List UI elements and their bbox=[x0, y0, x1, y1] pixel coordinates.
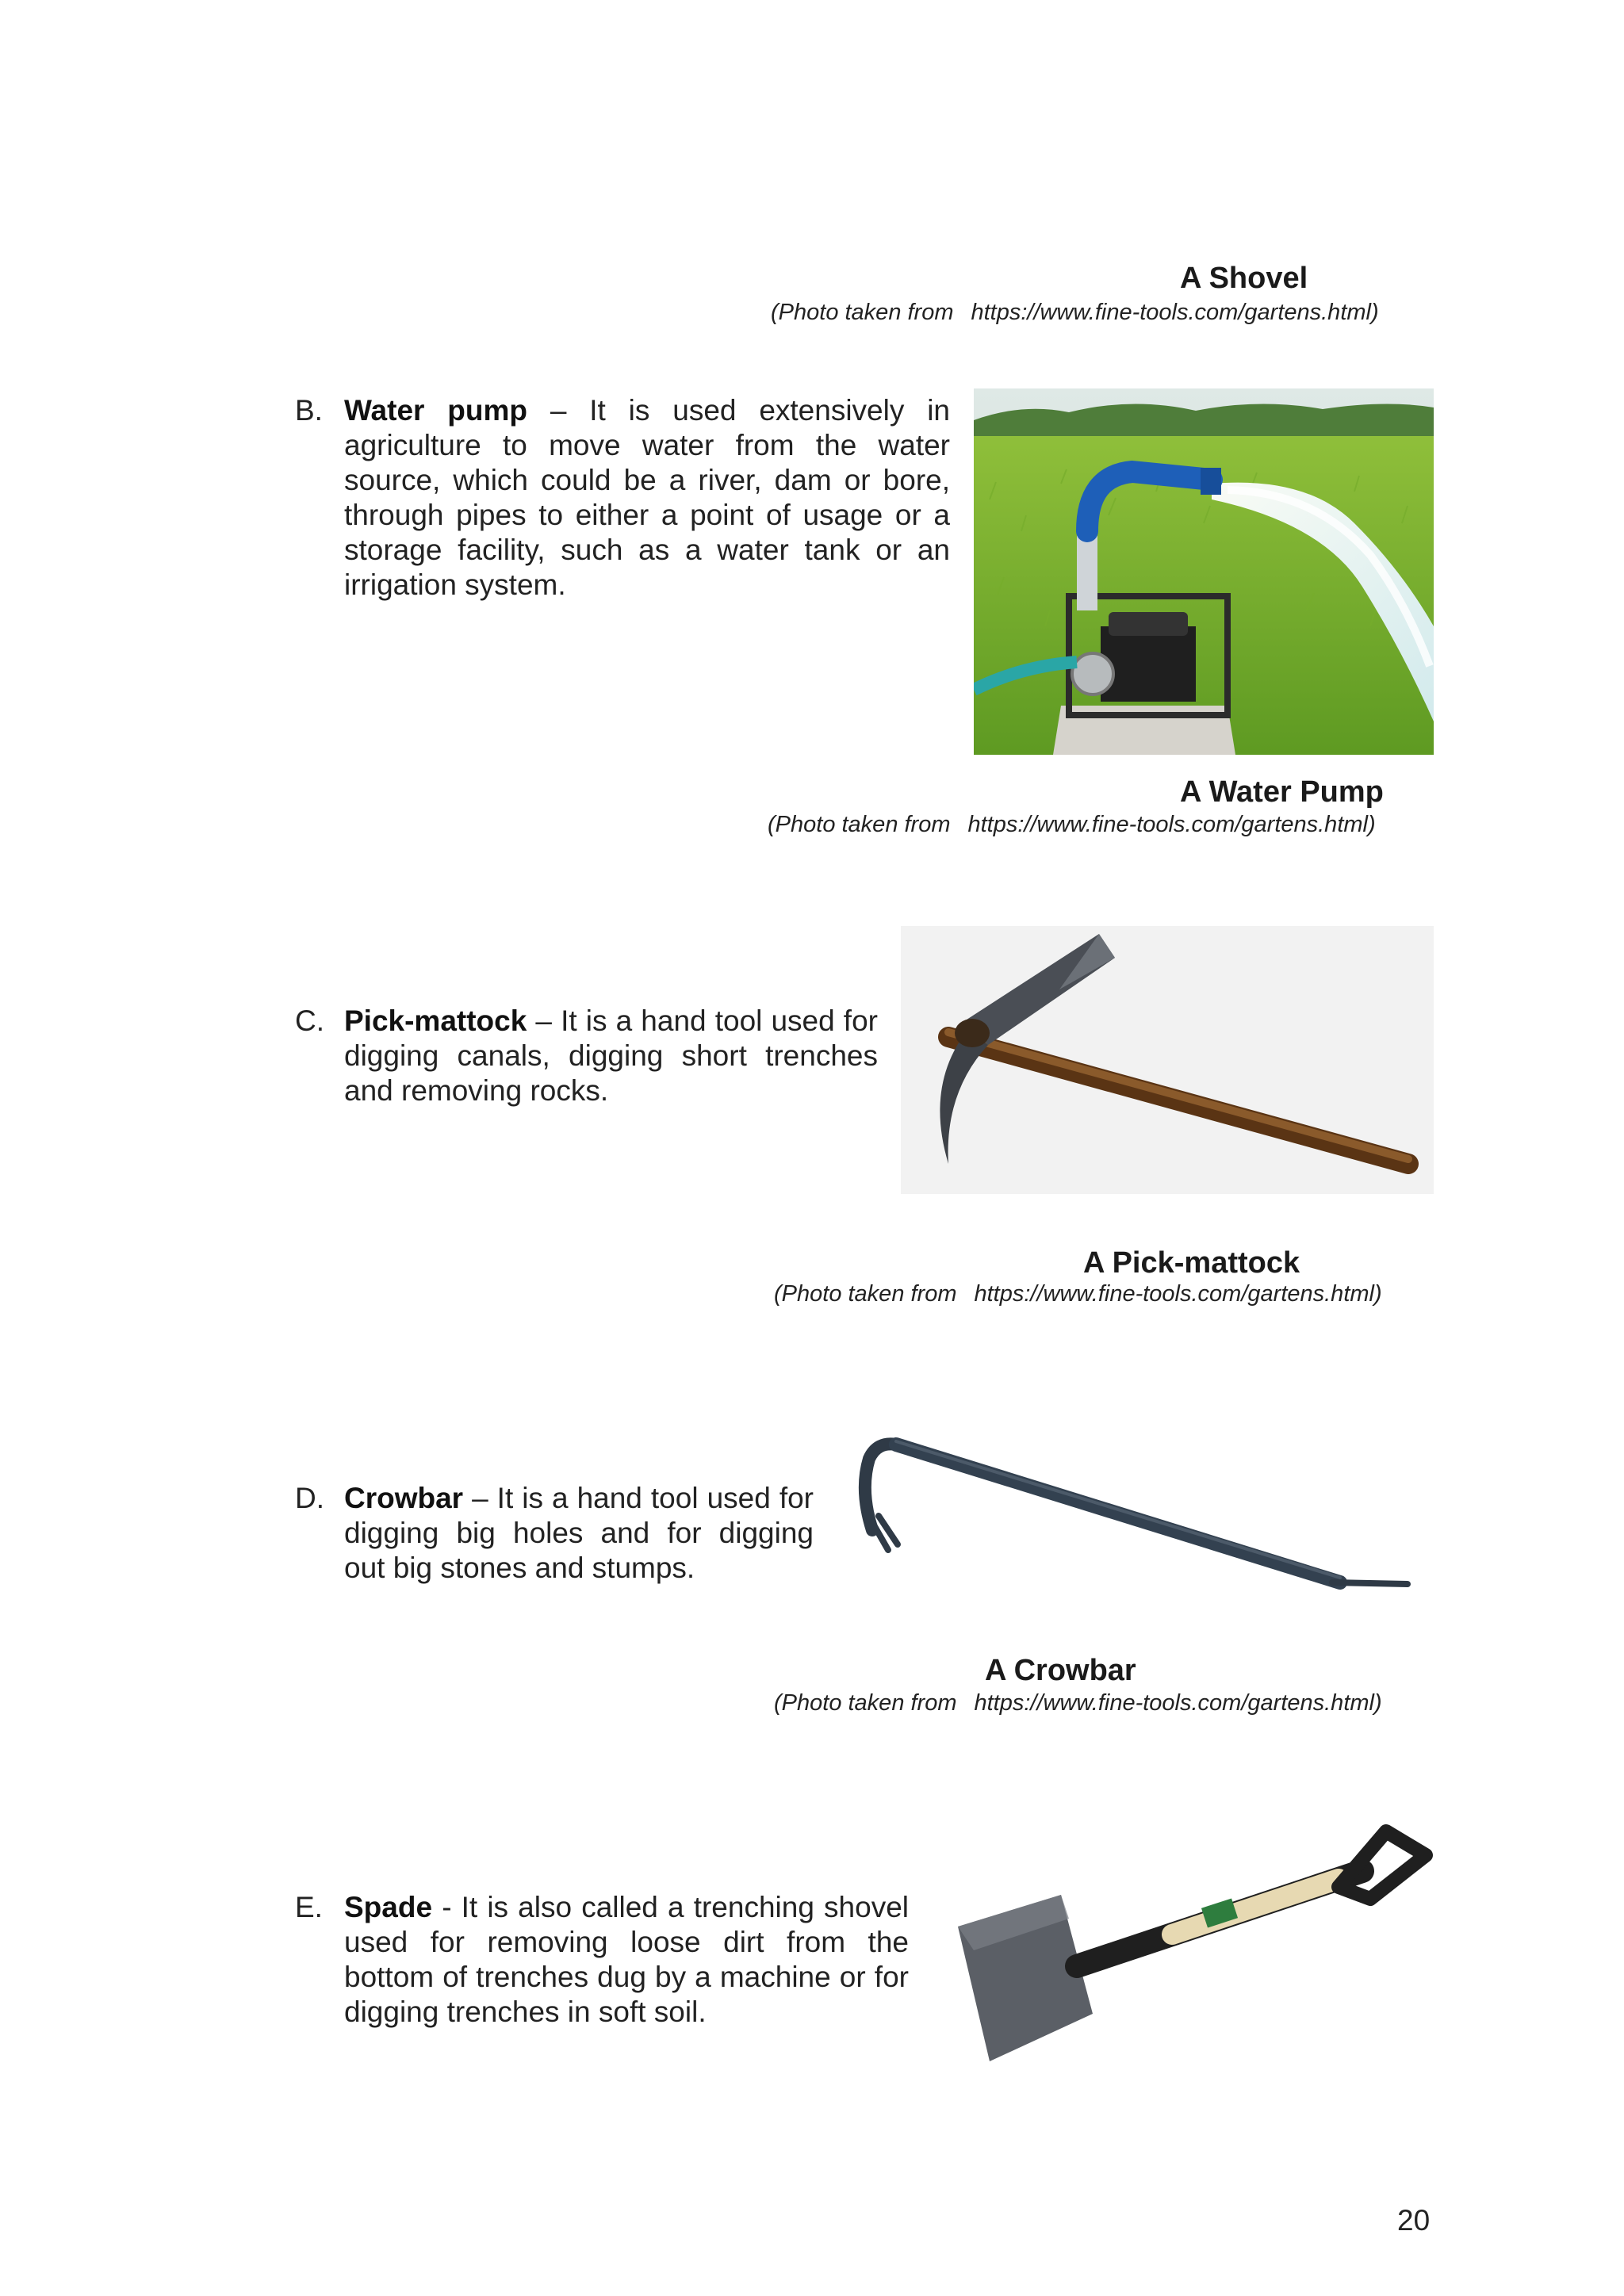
pick-mattock-photo-source bbox=[774, 1281, 1382, 1307]
source-url: https://www.fine-tools.com/gartens.html) bbox=[974, 1690, 1382, 1716]
water-pump-photo-source bbox=[768, 812, 1376, 838]
spade-photo bbox=[942, 1823, 1434, 2077]
item-description bbox=[344, 1890, 909, 2030]
source-prefix: (Photo taken from bbox=[768, 812, 951, 837]
item-letter: D. bbox=[295, 1482, 324, 1514]
item-text: – It is a hand tool used for digging big holes and for digging out big stones and stumps. bbox=[344, 1482, 814, 1584]
shovel-caption: A Shovel bbox=[1180, 262, 1308, 295]
item-text: – It is used extensively in agriculture to move water from the water source, which could be a river, dam or bore, through pipes to either a point of usage or a storage facility, such as a water tank or an irrigation system. bbox=[344, 394, 950, 601]
item-letter: C. bbox=[295, 1004, 324, 1037]
water-pump-photo bbox=[974, 388, 1434, 755]
shovel-photo-source bbox=[771, 300, 1379, 326]
item-description bbox=[344, 1004, 878, 1108]
source-url: https://www.fine-tools.com/gartens.html) bbox=[967, 812, 1376, 837]
page-number: 20 bbox=[1397, 2204, 1431, 2237]
list-item-spade bbox=[295, 1890, 909, 2030]
pick-mattock-photo bbox=[901, 926, 1434, 1194]
item-letter: E. bbox=[295, 1891, 323, 1923]
source-url: https://www.fine-tools.com/gartens.html) bbox=[974, 1281, 1382, 1307]
item-description bbox=[344, 393, 950, 603]
pick-mattock-caption: A Pick-mattock bbox=[1083, 1246, 1300, 1280]
crowbar-photo-source bbox=[774, 1690, 1382, 1716]
item-text: – It is a hand tool used for digging canals, digging short trenches and removing rocks. bbox=[344, 1004, 878, 1107]
water-pump-caption: A Water Pump bbox=[1180, 775, 1384, 809]
crowbar-caption: A Crowbar bbox=[985, 1654, 1136, 1687]
source-prefix: (Photo taken from bbox=[774, 1690, 957, 1716]
list-item-crowbar bbox=[295, 1481, 814, 1586]
item-term: Crowbar bbox=[344, 1482, 464, 1514]
item-letter: B. bbox=[295, 394, 323, 427]
item-term: Pick-mattock bbox=[344, 1004, 527, 1037]
crowbar-photo bbox=[848, 1427, 1419, 1617]
item-term: Spade bbox=[344, 1891, 433, 1923]
source-prefix: (Photo taken from bbox=[774, 1281, 957, 1307]
source-url: https://www.fine-tools.com/gartens.html) bbox=[971, 300, 1379, 325]
item-description bbox=[344, 1481, 814, 1586]
source-prefix: (Photo taken from bbox=[771, 300, 954, 325]
item-term: Water pump bbox=[344, 394, 527, 427]
list-item-water-pump bbox=[295, 393, 950, 603]
list-item-pick-mattock bbox=[295, 1004, 878, 1108]
item-text: - It is also called a trenching shovel used for removing loose dirt from the bottom of trenches dug by a machine or for digging trenches in soft soil. bbox=[344, 1891, 909, 2028]
